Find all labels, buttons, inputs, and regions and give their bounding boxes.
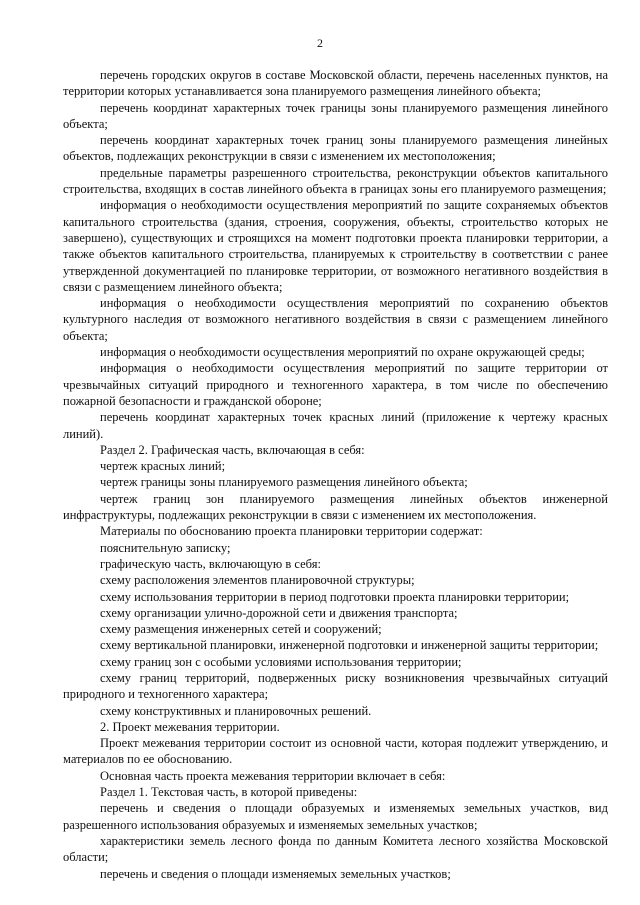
paragraph: перечень городских округов в составе Московской области, перечень населенных пунктов, на территории которых устанавливается зона планируемого размещения линейного объекта;: [63, 68, 608, 99]
list-item: схему организации улично-дорожной сети и движения транспорта;: [100, 605, 458, 620]
list-item: характеристики земель лесного фонда по данным Комитета лесного хозяйства Московской области;: [63, 833, 608, 865]
body-text: [63, 67, 608, 882]
list-item: схему расположения элементов планировочной структуры;: [100, 573, 415, 588]
paragraph: информация о необходимости осуществления мероприятий по сохранению объектов культурного наследия от возможного негативного воздействия в связи с размещением линейного объекта;: [63, 296, 608, 343]
section-heading: Раздел 1. Текстовая часть, в которой приведены:: [100, 785, 358, 800]
paragraph: информация о необходимости осуществления мероприятий по защите территории от чрезвычайных ситуаций природного и техногенного характера, в том числе по обеспечению пожарной безопасности и гражданской обороне;: [63, 361, 608, 408]
list-item: пояснительную записку;: [100, 540, 231, 555]
list-item: схему границ территорий, подверженных риску возникновения чрезвычайных ситуаций природного и техногенного характера;: [63, 670, 608, 702]
section-heading: 2. Проект межевания территории.: [100, 719, 280, 734]
paragraph: Материалы по обоснованию проекта планировки территории содержат:: [100, 524, 483, 539]
paragraph: перечень координат характерных точек границ зоны планируемого размещения линейных объектов, подлежащих реконструкции в связи с изменением их местоположения;: [63, 133, 608, 164]
list-item: схему размещения инженерных сетей и сооружений;: [100, 622, 382, 637]
paragraph: Проект межевания территории состоит из основной части, которая подлежит утверждению, и материалов по ее обоснованию.: [63, 736, 608, 767]
section-heading: Раздел 2. Графическая часть, включающая в себя:: [100, 442, 365, 457]
list-item: схему вертикальной планировки, инженерной подготовки и инженерной защиты территории;: [100, 638, 599, 653]
paragraph: перечень координат характерных точек границы зоны планируемого размещения линейного объекта;: [63, 100, 608, 131]
list-item: чертеж красных линий;: [100, 459, 226, 474]
paragraph: информация о необходимости осуществления мероприятий по охране окружающей среды;: [100, 345, 585, 360]
list-item: графическую часть, включающую в себя:: [100, 556, 321, 571]
list-item: схему границ зон с особыми условиями использования территории;: [100, 654, 462, 669]
paragraph: Основная часть проекта межевания территории включает в себя:: [100, 768, 446, 783]
paragraph: предельные параметры разрешенного строительства, реконструкции объектов капитального строительства, входящих в состав линейного объекта в границах зоны его планируемого размещения;: [63, 165, 608, 197]
paragraph: перечень координат характерных точек красных линий (приложение к чертежу красных линий).: [63, 410, 608, 441]
list-item: перечень и сведения о площади изменяемых земельных участков;: [100, 866, 451, 881]
page-number: 2: [317, 36, 323, 50]
list-item: схему конструктивных и планировочных решений.: [100, 703, 372, 718]
list-item: схему использования территории в период подготовки проекта планировки территории;: [100, 589, 570, 604]
list-item: чертеж границ зон планируемого размещения линейных объектов инженерной инфраструктуры, подлежащих реконструкции в связи с изменением их местоположения.: [63, 491, 608, 523]
list-item: перечень и сведения о площади образуемых и изменяемых земельных участков, вид разрешенного использования образуемых и изменяемых земельных участков;: [63, 801, 608, 832]
list-item: чертеж границы зоны планируемого размещения линейного объекта;: [100, 475, 468, 490]
paragraph: информация о необходимости осуществления мероприятий по защите сохраняемых объектов капитального строительства (здания, строения, сооружения, объекты, строительство которых не завершено), существующих и строящихся на момент подготовки проекта планировки территории, а также объектов капитального строительства, планируемых к строительству в соответствии с ранее утвержденной документацией по планировке территории, от возможного негативного воздействия в связи с размещением линейного объекта;: [63, 198, 608, 294]
